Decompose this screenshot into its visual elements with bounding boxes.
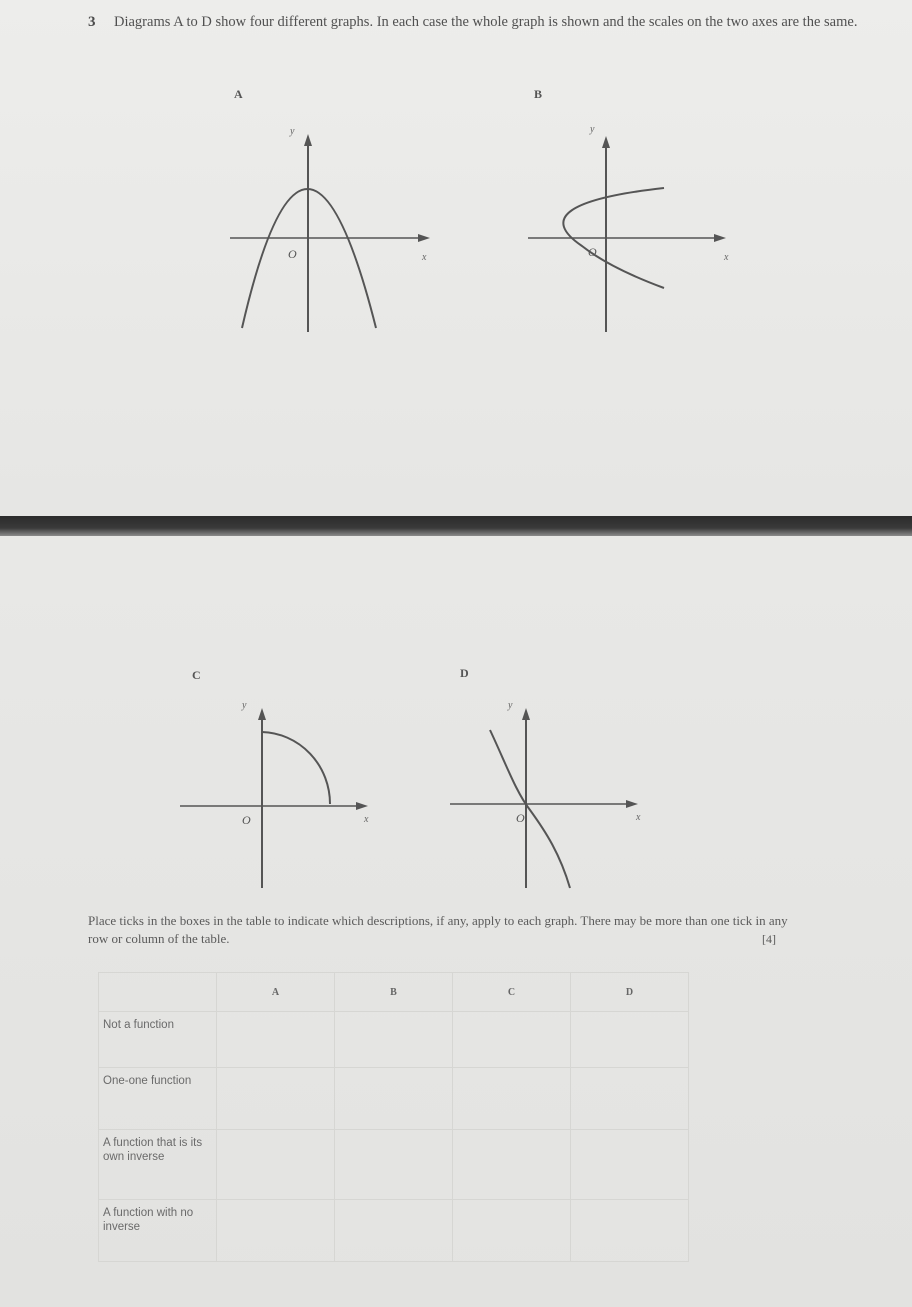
tick-box-one-one-function-c[interactable] bbox=[453, 1068, 571, 1130]
tick-box-no-inverse-c[interactable] bbox=[453, 1200, 571, 1262]
table-header-row bbox=[99, 973, 689, 1012]
graph-c bbox=[180, 698, 380, 898]
graph-a-label: A bbox=[234, 87, 243, 101]
row-label-not-a-function: Not a function bbox=[99, 1012, 217, 1068]
graph-d-curve bbox=[490, 730, 570, 888]
graph-d-label: D bbox=[460, 666, 469, 680]
table-row bbox=[99, 1068, 689, 1130]
graph-d-origin: O bbox=[516, 811, 525, 825]
tick-box-not-a-function-a[interactable] bbox=[217, 1012, 335, 1068]
tick-table bbox=[98, 972, 689, 1262]
graph-d bbox=[450, 694, 660, 894]
graph-b-y-label: y bbox=[590, 124, 595, 135]
graph-d-x-label: x bbox=[636, 812, 641, 823]
graph-b-y-arrow bbox=[602, 136, 610, 148]
tick-box-own-inverse-c[interactable] bbox=[453, 1130, 571, 1200]
row-label-no-inverse: A function with no inverse bbox=[99, 1200, 217, 1262]
column-header-c: C bbox=[453, 973, 571, 1012]
tick-box-not-a-function-c[interactable] bbox=[453, 1012, 571, 1068]
graph-c-origin: O bbox=[242, 813, 251, 827]
graph-a-x-arrow bbox=[418, 234, 430, 242]
row-label-own-inverse: A function that is its own inverse bbox=[99, 1130, 217, 1200]
graph-b-label: B bbox=[534, 87, 543, 101]
graph-b-x-arrow bbox=[714, 234, 726, 242]
tick-box-one-one-function-d[interactable] bbox=[571, 1068, 689, 1130]
graph-d-y-arrow bbox=[522, 708, 530, 720]
tick-box-not-a-function-b[interactable] bbox=[335, 1012, 453, 1068]
graph-b-x-label: x bbox=[724, 252, 729, 263]
tick-box-one-one-function-a[interactable] bbox=[217, 1068, 335, 1130]
graph-c-label: C bbox=[192, 668, 201, 682]
question-number: 3 bbox=[88, 14, 96, 30]
graph-a-x-label: x bbox=[422, 252, 427, 263]
instructions-text: Place ticks in the boxes in the table to indicate which descriptions, if any, apply to each graph. There may be more than one tick in any row or column of the table. bbox=[88, 913, 788, 946]
graph-a-y-arrow bbox=[304, 134, 312, 146]
graph-b bbox=[520, 118, 740, 338]
upper-page-scan bbox=[0, 0, 912, 518]
question-text: Diagrams A to D show four different graphs. In each case the whole graph is shown and the scales on the two axes are the same. bbox=[114, 14, 858, 30]
graph-a-y-label: y bbox=[290, 126, 295, 137]
table-row bbox=[99, 1012, 689, 1068]
table-row bbox=[99, 1200, 689, 1262]
graph-c-curve bbox=[262, 732, 330, 804]
tick-box-own-inverse-a[interactable] bbox=[217, 1130, 335, 1200]
row-label-one-one-function: One-one function bbox=[99, 1068, 217, 1130]
tick-box-not-a-function-d[interactable] bbox=[571, 1012, 689, 1068]
marks-indicator: [4] bbox=[762, 932, 776, 946]
graph-c-x-label: x bbox=[364, 814, 369, 825]
page-divider-bar bbox=[0, 516, 912, 536]
column-header-a: A bbox=[217, 973, 335, 1012]
graph-c-y-label: y bbox=[242, 700, 247, 711]
graph-c-y-arrow bbox=[258, 708, 266, 720]
column-header-b: B bbox=[335, 973, 453, 1012]
graph-c-x-arrow bbox=[356, 802, 368, 810]
table-row bbox=[99, 1130, 689, 1200]
graph-d-y-label: y bbox=[508, 700, 513, 711]
tick-box-own-inverse-d[interactable] bbox=[571, 1130, 689, 1200]
column-header-d: D bbox=[571, 973, 689, 1012]
tick-box-no-inverse-b[interactable] bbox=[335, 1200, 453, 1262]
tick-box-one-one-function-b[interactable] bbox=[335, 1068, 453, 1130]
tick-box-no-inverse-a[interactable] bbox=[217, 1200, 335, 1262]
table-corner-cell bbox=[99, 973, 217, 1012]
graph-d-x-arrow bbox=[626, 800, 638, 808]
graph-a-origin: O bbox=[288, 247, 297, 261]
graph-a bbox=[230, 118, 440, 338]
tick-box-no-inverse-d[interactable] bbox=[571, 1200, 689, 1262]
graph-b-origin: O bbox=[588, 245, 597, 259]
tick-box-own-inverse-b[interactable] bbox=[335, 1130, 453, 1200]
